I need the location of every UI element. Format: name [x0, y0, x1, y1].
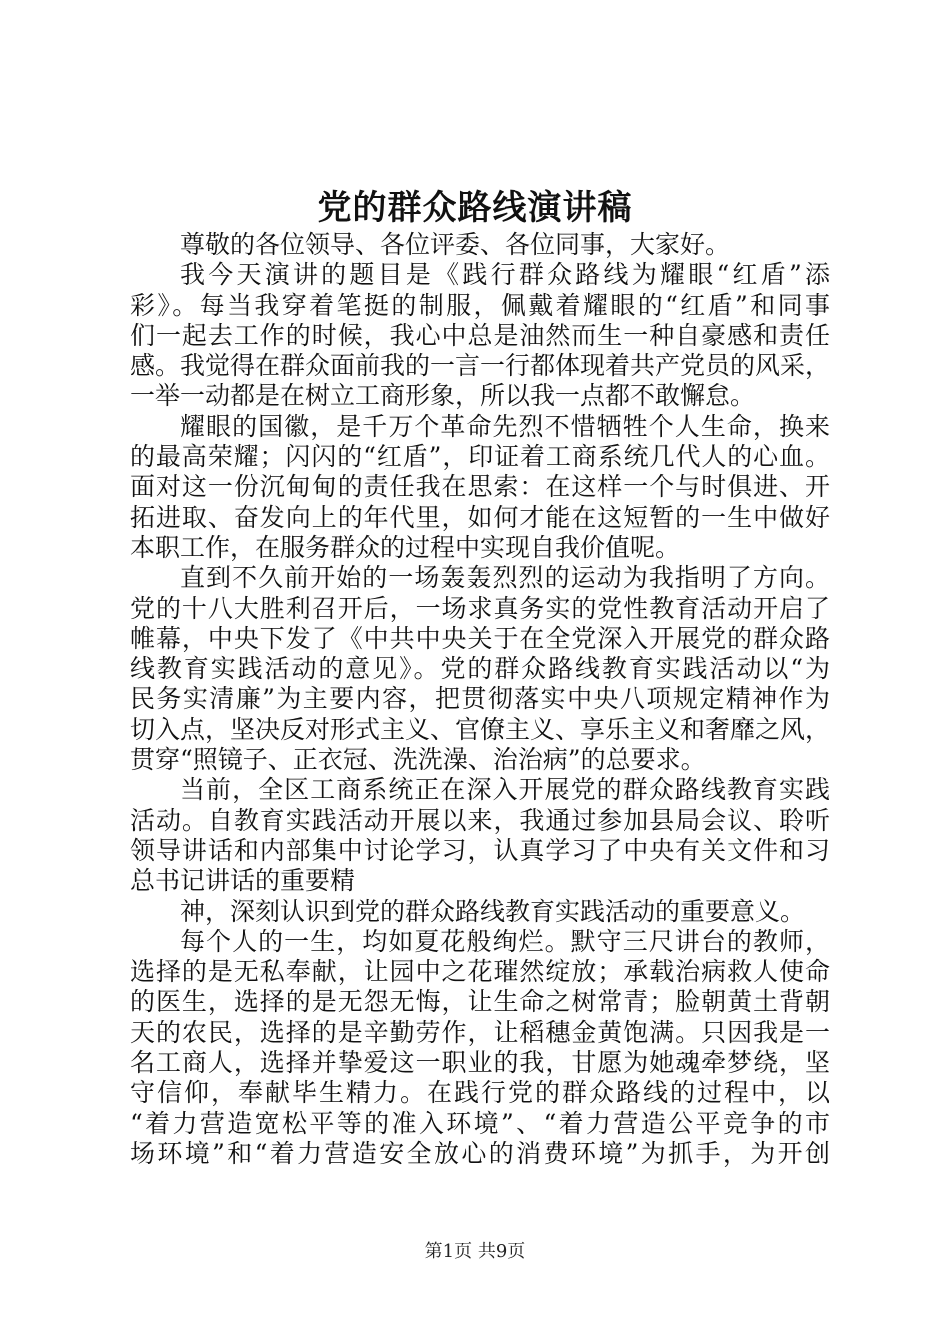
body-line: 切入点，坚决反对形式主义、官僚主义、享乐主义和奢靡之风， — [130, 714, 831, 744]
body-line: 面对这一份沉甸甸的责任我在思索：在这样一个与时俱进、开 — [130, 472, 830, 502]
body-line: 天的农民，选择的是辛勤劳作，让稻穗金黄饱满。只因我是一 — [130, 1017, 830, 1047]
body-line: 每个人的一生，均如夏花般绚烂。默守三尺讲台的教师， — [180, 926, 830, 956]
document-body — [130, 230, 830, 1169]
body-line: 党的十八大胜利召开后，一场求真务实的党性教育活动开启了 — [130, 593, 830, 623]
body-line: 拓进取、奋发向上的年代里，如何才能在这短暂的一生中做好 — [130, 502, 830, 532]
body-line: 的最高荣耀；闪闪的“红盾”，印证着工商系统几代人的心血。 — [130, 442, 830, 472]
body-line: 活动。自教育实践活动开展以来，我通过参加县局会议、聆听 — [130, 805, 830, 835]
body-line: 彩》。每当我穿着笔挺的制服，佩戴着耀眼的“红盾”和同事 — [130, 290, 830, 320]
body-line: 本职工作，在服务群众的过程中实现自我价值呢。 — [130, 532, 681, 562]
body-line: 民务实清廉”为主要内容，把贯彻落实中央八项规定精神作为 — [130, 684, 830, 714]
body-line: “着力营造宽松平等的准入环境”、“着力营造公平竞争的市 — [130, 1108, 830, 1138]
body-line: 我今天演讲的题目是《践行群众路线为耀眼“红盾”添 — [180, 260, 830, 290]
body-line: 总书记讲话的重要精 — [130, 866, 356, 896]
body-line: 线教育实践活动的意见》。党的群众路线教育实践活动以“为 — [130, 654, 830, 684]
body-line: 贯穿“照镜子、正衣冠、洗洗澡、治治病”的总要求。 — [130, 745, 706, 775]
body-line: 帷幕，中央下发了《中共中央关于在全党深入开展党的群众路 — [130, 623, 830, 653]
page-footer: 第1页 共9页 — [424, 1241, 526, 1262]
body-line: 选择的是无私奉献，让园中之花璀然绽放；承载治病救人使命 — [130, 957, 830, 987]
body-line: 的医生，选择的是无怨无悔，让生命之树常青；脸朝黄土背朝 — [130, 987, 830, 1017]
body-line: 名工商人，选择并挚爱这一职业的我，甘愿为她魂牵梦绕，坚 — [130, 1048, 830, 1078]
document-title: 党的群众路线演讲稿 — [317, 188, 633, 228]
body-line: 当前，全区工商系统正在深入开展党的群众路线教育实践 — [180, 775, 830, 805]
body-line: 守信仰，奉献毕生精力。在践行党的群众路线的过程中，以 — [130, 1078, 830, 1108]
body-line: 神，深刻认识到党的群众路线教育实践活动的重要意义。 — [180, 896, 806, 926]
body-line: 耀眼的国徽，是千万个革命先烈不惜牺牲个人生命，换来 — [180, 411, 830, 441]
body-line: 一举一动都是在树立工商形象，所以我一点都不敢懈怠。 — [130, 381, 756, 411]
body-line: 直到不久前开始的一场轰轰烈烈的运动为我指明了方向。 — [180, 563, 830, 593]
body-line: 领导讲话和内部集中讨论学习，认真学习了中央有关文件和习 — [130, 835, 830, 865]
body-line: 感。我觉得在群众面前我的一言一行都体现着共产党员的风采， — [130, 351, 831, 381]
body-line: 尊敬的各位领导、各位评委、各位同事，大家好。 — [180, 230, 731, 259]
body-line: 场环境”和“着力营造安全放心的消费环境”为抓手，为开创 — [130, 1138, 830, 1168]
body-line: 们一起去工作的时候，我心中总是油然而生一种自豪感和责任 — [130, 320, 830, 350]
